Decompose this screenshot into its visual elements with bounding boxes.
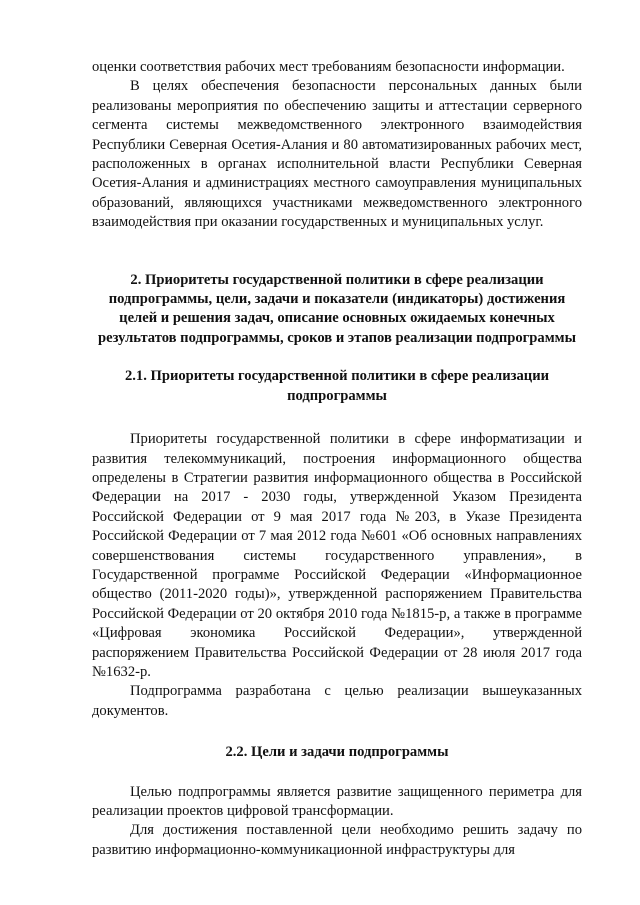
section-heading-2: 2. Приоритеты государственной политики в сфере реализации подпрограммы, цели, задачи и показатели (индикаторы) достижения целей и решения задач, описание основных ожидаемых конечных результатов подпрограммы, сроков и этапов реализации подпрограммы bbox=[98, 271, 576, 346]
paragraph-information-security-assessment: оценки соответствия рабочих мест требованиям безопасности информации. bbox=[92, 59, 565, 75]
document-page bbox=[92, 58, 582, 860]
section-heading-2-2: 2.2. Цели и задачи подпрограммы bbox=[225, 744, 449, 761]
paragraph-personal-data-security: В целях обеспечения безопасности персональных данных были реализованы мероприятия по обеспечению защиты и аттестации серверного сегмента системы межведомственного электронного взаимодействия Республики Северная Осетия-Алания и 80 автоматизированных рабочих мест, расположенных в органах исполнительной власти Республики Северная Осетия-Алания и администрациях местного самоуправления муниципальных образований, являющихся участниками межведомственного электронного взаимодействия при оказании государственных и муниципальных услуг. bbox=[92, 78, 582, 231]
paragraph-policy-priorities: Приоритеты государственной политики в сфере информатизации и развития телекоммуникаций, построения информационного общества определены в Стратегии развития информационного общества в Российской Федерации на 2017 - 2030 годы, утвержденной Указом Президента Российской Федерации от 9 мая 2017 года №203, в Указе Президента Российской Федерации от 7 мая 2012 года №601 «Об основных направлениях совершенствования системы государственного управления», в Государственной программе Российской Федерации «Информационное общество (2011-2020 годы)», утвержденной распоряжением Правительства Российской Федерации от 20 октября 2010 года №1815-р, а также в программе «Цифровая экономика Российской Федерации», утвержденной распоряжением Правительства Российской Федерации от 28 июля 2017 года №1632-р. bbox=[92, 431, 582, 680]
paragraph-goal-achievement: Для достижения поставленной цели необходимо решить задачу по развитию информационно-коммуникационной инфраструктуры для bbox=[92, 822, 582, 858]
paragraph-subprogram-purpose: Подпрограмма разработана с целью реализации вышеуказанных документов. bbox=[92, 683, 582, 719]
paragraph-subprogram-goal: Целью подпрограммы является развитие защищенного периметра для реализации проектов цифровой трансформации. bbox=[92, 783, 582, 819]
section-heading-2-1: 2.1. Приоритеты государственной политики в сфере реализации подпрограммы bbox=[124, 368, 550, 404]
